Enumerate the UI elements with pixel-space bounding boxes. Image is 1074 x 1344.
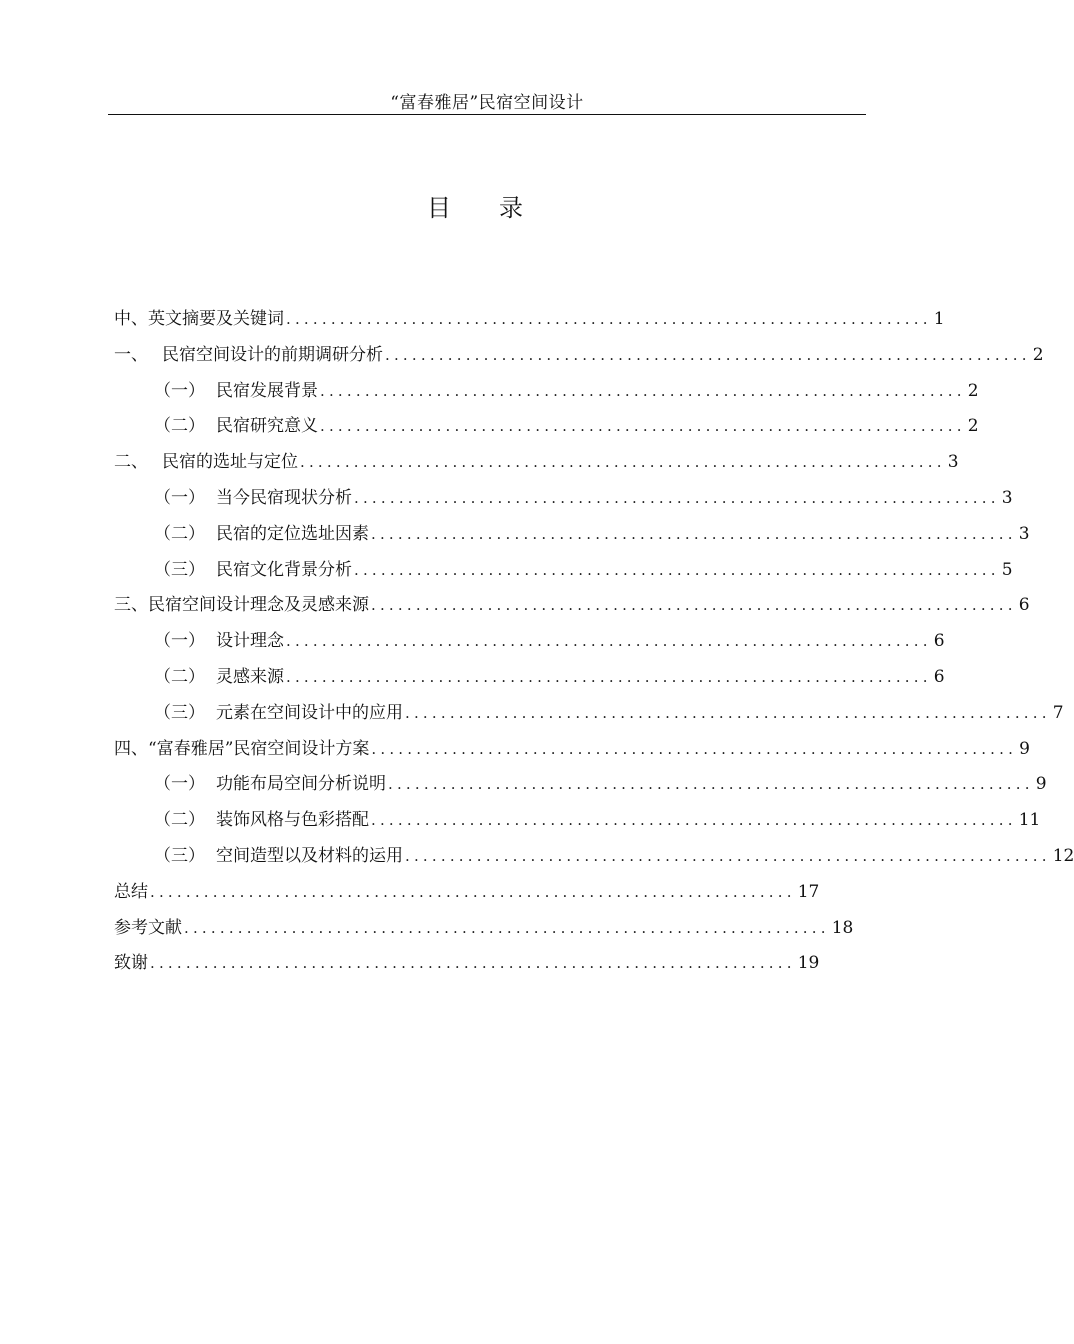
toc-heading — [0, 188, 950, 223]
toc-entry[interactable] — [114, 378, 979, 414]
toc-leader-dots: ........................................................................ — [354, 560, 1000, 579]
toc-leader-dots: ........................................................................ — [371, 524, 1017, 543]
toc-entry-page: 2 — [967, 380, 979, 401]
toc-entry-number: （二） — [154, 416, 205, 437]
toc-entry[interactable] — [114, 449, 959, 485]
toc-leader-dots: ........................................................................ — [150, 954, 796, 973]
toc-entry-number: （二） — [154, 810, 205, 831]
toc-entry-page: 6 — [933, 631, 945, 652]
toc-entry-title: 装饰风格与色彩搭配 — [216, 810, 369, 831]
toc-leader-dots: ........................................................................ — [286, 632, 932, 651]
toc-leader-dots: ........................................................................ — [150, 882, 796, 901]
toc-entry-page: 5 — [1001, 559, 1013, 580]
toc-entry-title: 空间造型以及材料的运用 — [216, 845, 403, 866]
table-of-contents — [114, 306, 1074, 986]
toc-leader-dots: ........................................................................ — [371, 596, 1017, 615]
toc-entry-number: （三） — [154, 559, 205, 580]
toc-entry[interactable] — [114, 807, 1041, 843]
toc-entry-page: 19 — [797, 953, 820, 974]
toc-entry[interactable] — [114, 306, 945, 342]
toc-leader-dots: ........................................................................ — [286, 667, 932, 686]
toc-entry[interactable] — [114, 843, 1074, 879]
toc-entry-title: 民宿空间设计的前期调研分析 — [162, 344, 383, 365]
toc-entry-page: 2 — [967, 416, 979, 437]
toc-entry-title: 致谢 — [114, 953, 148, 974]
toc-entry-number: （三） — [154, 845, 205, 866]
toc-entry-number: 一、 — [114, 344, 148, 365]
toc-leader-dots: ........................................................................ — [385, 345, 1031, 364]
toc-entry-page: 1 — [933, 309, 945, 329]
toc-entry-page: 9 — [1035, 774, 1047, 795]
toc-entry-page: 12 — [1052, 845, 1074, 866]
toc-entry-title: 参考文献 — [114, 917, 182, 938]
toc-leader-dots: ........................................................................ — [286, 310, 932, 328]
toc-entry[interactable] — [114, 521, 1030, 557]
toc-leader-dots: ........................................................................ — [300, 453, 946, 472]
toc-entry-title: 总结 — [114, 881, 148, 902]
toc-entry-page: 7 — [1052, 702, 1064, 723]
toc-entry-title: 设计理念 — [216, 631, 284, 652]
toc-entry-title: 民宿研究意义 — [216, 416, 318, 437]
toc-leader-dots: ........................................................................ — [320, 381, 966, 400]
toc-heading-char-1: 目 — [427, 194, 451, 222]
toc-heading-char-2: 录 — [499, 194, 523, 222]
toc-entry-number: （一） — [154, 487, 205, 508]
toc-entry-title: 民宿的定位选址因素 — [216, 523, 369, 544]
toc-entry-title: 四、“富春雅居”民宿空间设计方案 — [114, 738, 370, 759]
toc-entry-number: （一） — [154, 631, 205, 652]
toc-entry-page: 3 — [947, 452, 959, 473]
toc-leader-dots: ........................................................................ — [388, 775, 1034, 794]
header-divider — [108, 114, 866, 115]
toc-leader-dots: ........................................................................ — [405, 846, 1051, 865]
running-header-title: “富春雅居”民宿空间设计 — [390, 93, 584, 113]
toc-entry-title: 民宿文化背景分析 — [216, 559, 352, 580]
toc-entry[interactable] — [114, 879, 820, 915]
toc-entry-page: 3 — [1001, 487, 1013, 508]
toc-entry[interactable] — [114, 700, 1064, 736]
toc-entry-page: 18 — [831, 917, 854, 938]
toc-entry[interactable] — [114, 664, 945, 700]
toc-entry[interactable] — [114, 342, 1044, 378]
toc-entry[interactable] — [114, 771, 1047, 807]
toc-entry[interactable] — [114, 413, 979, 449]
toc-leader-dots: ........................................................................ — [405, 703, 1051, 722]
toc-entry[interactable] — [114, 915, 854, 951]
toc-entry-number: （一） — [154, 380, 205, 401]
toc-entry-title: 民宿发展背景 — [216, 380, 318, 401]
toc-entry-title: 灵感来源 — [216, 666, 284, 687]
toc-entry-page: 6 — [933, 666, 945, 687]
toc-entry[interactable] — [114, 950, 820, 986]
toc-entry-title: 民宿的选址与定位 — [162, 452, 298, 473]
toc-entry-title: 三、民宿空间设计理念及灵感来源 — [114, 595, 369, 616]
toc-entry-number: （二） — [154, 523, 205, 544]
toc-entry[interactable] — [114, 557, 1013, 593]
toc-entry-page: 9 — [1019, 738, 1030, 759]
toc-entry-number: （三） — [154, 702, 205, 723]
toc-leader-dots: ........................................................................ — [371, 739, 1018, 758]
toc-entry-number: （二） — [154, 666, 205, 687]
toc-leader-dots: ........................................................................ — [371, 811, 1017, 830]
toc-entry-page: 17 — [797, 881, 820, 902]
toc-entry-title: 中、英文摘要及关键词 — [114, 309, 284, 329]
toc-entry-number: 二、 — [114, 452, 148, 473]
toc-entry-title: 功能布局空间分析说明 — [216, 774, 386, 795]
toc-entry[interactable] — [114, 736, 1030, 772]
toc-leader-dots: ........................................................................ — [184, 918, 830, 937]
toc-entry-title: 元素在空间设计中的应用 — [216, 702, 403, 723]
toc-entry[interactable] — [114, 628, 945, 664]
toc-entry-page: 11 — [1018, 810, 1041, 831]
toc-entry-page: 6 — [1018, 595, 1030, 616]
toc-entry-page: 2 — [1032, 344, 1044, 365]
toc-entry[interactable] — [114, 485, 1013, 521]
toc-entry[interactable] — [114, 592, 1030, 628]
toc-leader-dots: ........................................................................ — [354, 488, 1000, 507]
toc-entry-number: （一） — [154, 774, 205, 795]
toc-entry-page: 3 — [1018, 523, 1030, 544]
toc-leader-dots: ........................................................................ — [320, 417, 966, 436]
toc-entry-title: 当今民宿现状分析 — [216, 487, 352, 508]
